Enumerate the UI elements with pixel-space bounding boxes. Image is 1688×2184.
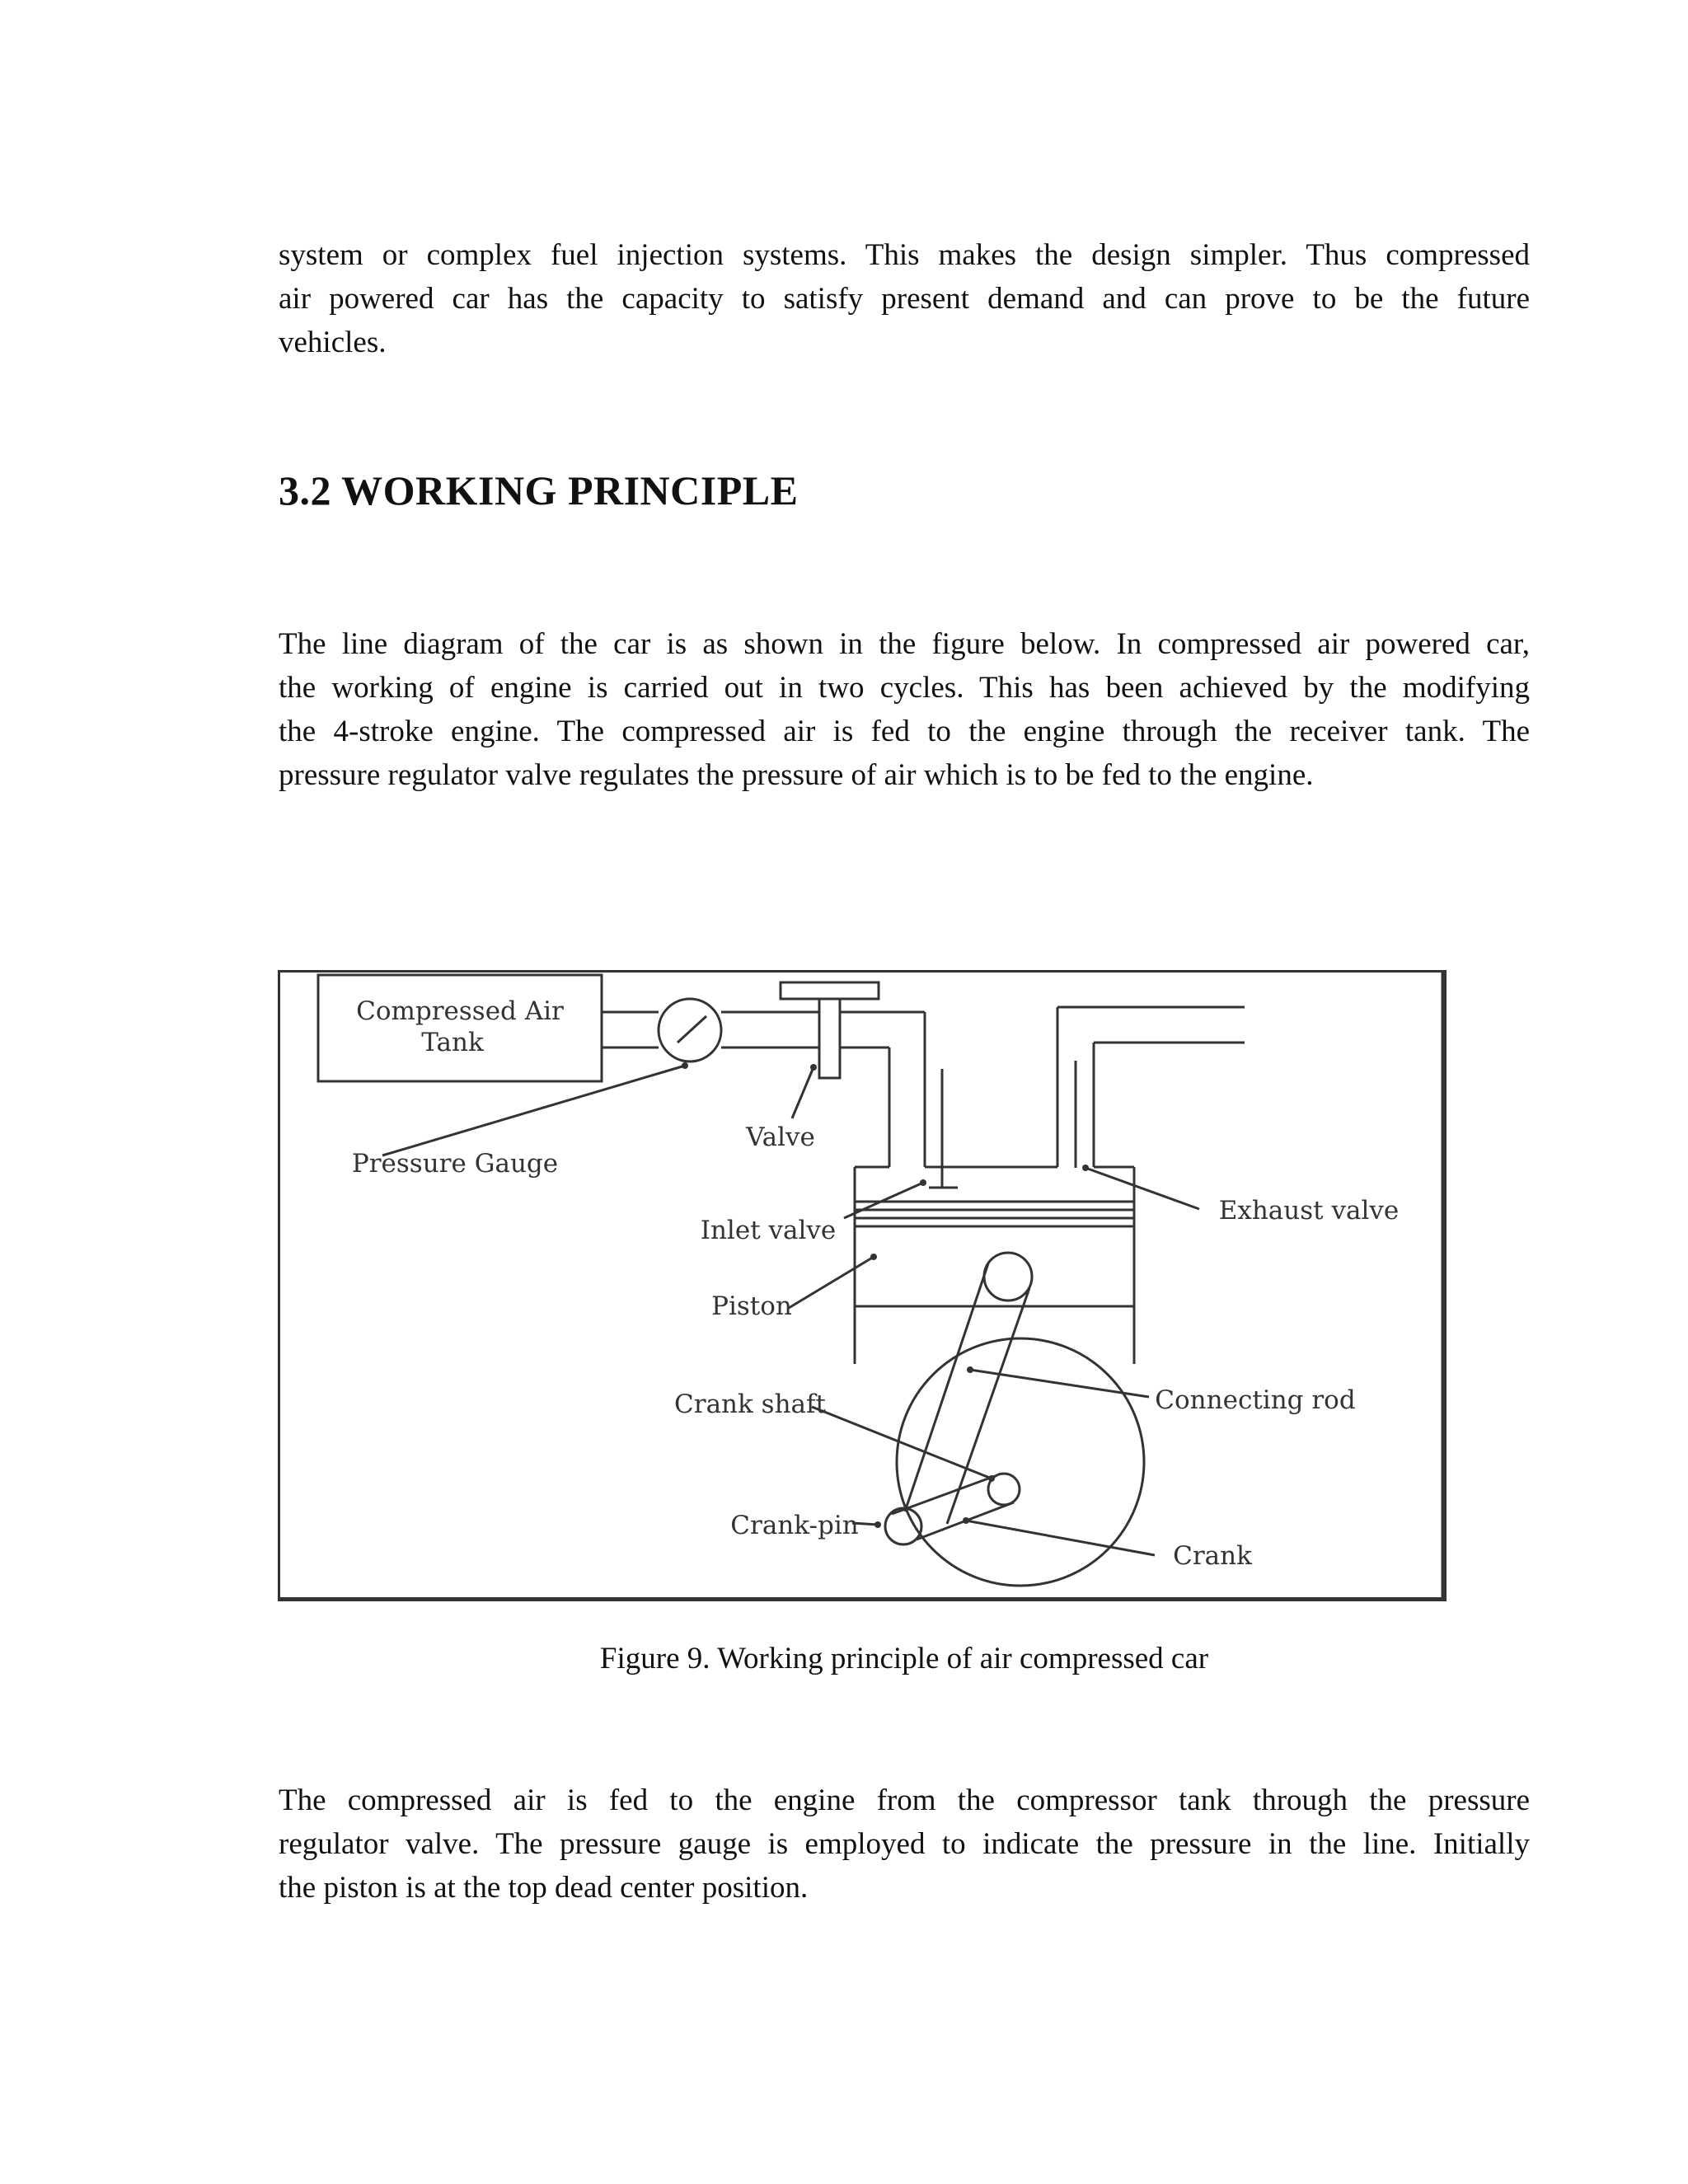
paragraph-line: The line diagram of the car is as shown in the figure below. In compressed air powered car, <box>279 627 1530 661</box>
crank-shaft-label: Crank shaft <box>674 1390 826 1419</box>
section-heading: 3.2 WORKING PRINCIPLE <box>279 467 799 513</box>
crank-wheel <box>897 1338 1144 1586</box>
pressure-gauge-label: Pressure Gauge <box>351 1149 559 1179</box>
paragraph-line: the 4-stroke engine. The compressed air is fed to the engine through the receiver tank. The <box>279 715 1530 748</box>
valve-label: Valve <box>746 1122 815 1152</box>
figure-frame <box>279 972 1446 1601</box>
paragraph-line: air powered car has the capacity to satisfy present demand and can prove to be the future <box>279 282 1530 316</box>
paragraph-line: The compressed air is fed to the engine from the compressor tank through the pressure <box>279 1783 1530 1817</box>
tank-label-line1: Compressed Air <box>356 996 564 1026</box>
paragraph-line: vehicles. <box>279 326 387 359</box>
paragraph-line: system or complex fuel injection systems. This makes the design simpler. Thus compressed <box>279 238 1530 272</box>
paragraph-working-principle <box>279 622 1530 797</box>
inlet-valve-label: Inlet valve <box>700 1216 837 1245</box>
paragraph-line: the working of engine is carried out in two cycles. This has been achieved by the modifying <box>279 671 1530 705</box>
piston-label: Piston <box>711 1291 792 1321</box>
engine-line-diagram <box>278 970 1447 1601</box>
paragraph-line: the piston is at the top dead center position. <box>279 1871 809 1905</box>
valve-handle <box>781 982 879 999</box>
crank-label: Crank <box>1173 1541 1252 1571</box>
valve-stem <box>819 999 840 1078</box>
paragraph-explanation <box>279 1779 1530 1910</box>
gudgeon-pin <box>984 1253 1032 1301</box>
exhaust-valve-label: Exhaust valve <box>1218 1196 1400 1226</box>
paragraph-intro-continued <box>279 233 1530 364</box>
paragraph-line: regulator valve. The pressure gauge is employed to indicate the pressure in the line. Initially <box>279 1827 1530 1861</box>
connecting-rod-label: Connecting rod <box>1155 1385 1356 1415</box>
crank-pin-label: Crank-pin <box>730 1511 859 1540</box>
figure-caption: Figure 9. Working principle of air compressed car <box>599 1642 1209 1675</box>
paragraph-line: pressure regulator valve regulates the pressure of air which is to be fed to the engine. <box>279 758 1314 792</box>
tank-label-line2: Tank <box>421 1028 484 1057</box>
